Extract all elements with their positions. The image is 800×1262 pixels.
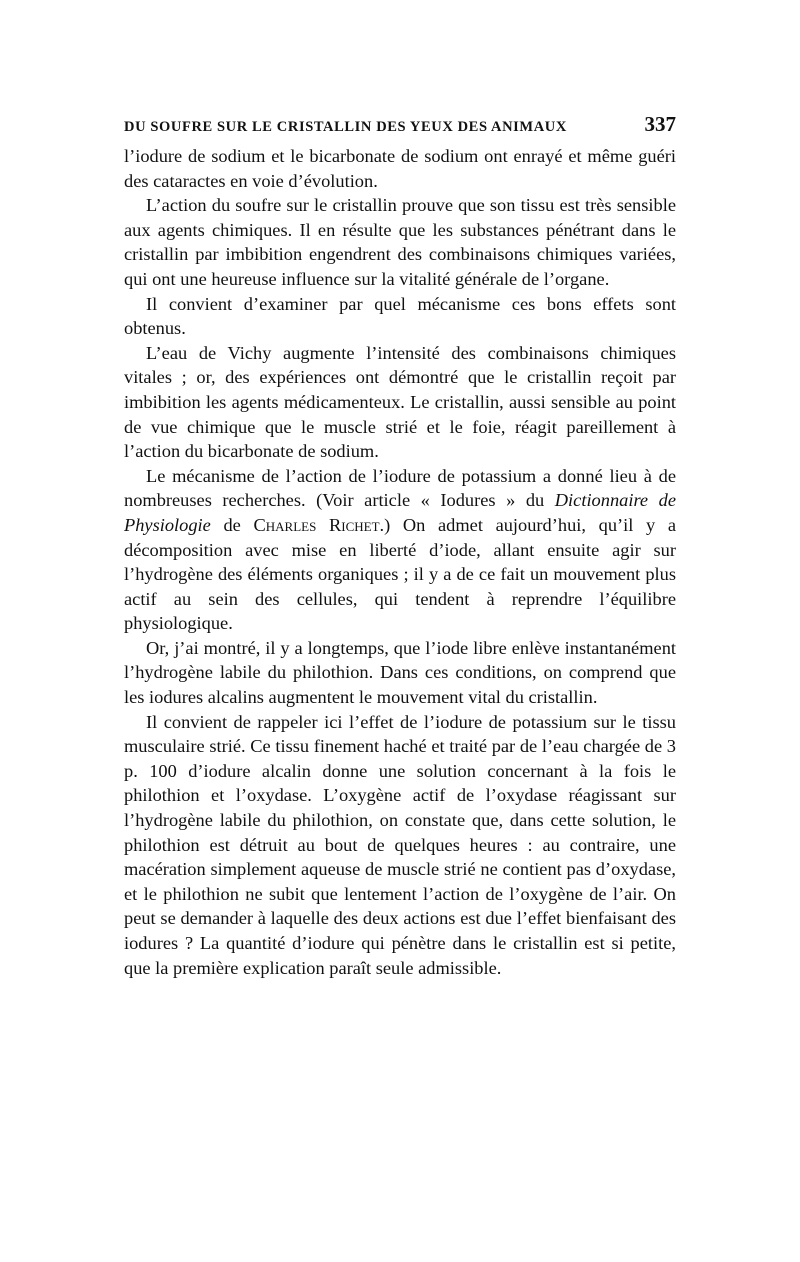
paragraph-2: L’action du soufre sur le cristallin prouve que son tissu est très sensible aux agents chimiques. Il en résulte que les substances pénétrant dans le cristallin par imbibition engendrent des combinaisons chimiques variées, qui ont une heureuse influence sur la vitalité générale de l’organe. [124, 195, 676, 289]
dictionary-title: Dictionnaire de Physiologie [124, 490, 676, 535]
paragraph-5-text-before: Le mécanisme de l’action de l’iodure de potassium a donné lieu à de nombreuses recherches. (Voir article « Iodures » du [124, 465, 676, 511]
paragraph-5 [124, 464, 676, 636]
book-page [124, 112, 676, 980]
paragraph-4: L’eau de Vichy augmente l’intensité des combinaisons chimiques vitales ; or, des expériences ont démontré que le cristallin reçoit par imbibition les agents médicamenteux. Le cristallin, aussi sensible au point de vue chimique que le muscle strié et le foie, réagit pareillement à l’action du bicarbonate de sodium. [124, 342, 676, 462]
paragraph-5-text-after: .) On admet aujourd’hui, qu’il y a décomposition avec mise en liberté d’iode, allant ensuite agir sur l’hydrogène des éléments organiques ; il y a de ce fait un mouvement plus actif au sein des cellules, qui tendent à reprendre l’équilibre physiologique. [124, 514, 676, 634]
body-text [124, 144, 676, 980]
page-number: 337 [644, 112, 676, 136]
paragraph-3: Il convient d’examiner par quel mécanisme ces bons effets sont obtenus. [124, 293, 676, 339]
running-title: DU SOUFRE SUR LE CRISTALLIN DES YEUX DES ANIMAUX [124, 119, 567, 135]
paragraph-7: Il convient de rappeler ici l’effet de l’iodure de potassium sur le tissu musculaire strié. Ce tissu finement haché et traité par de l’eau chargée de 3 p. 100 d’iodure alcalin donne une solution concernant à la fois le philothion et l’oxydase. L’oxygène actif de l’oxydase réagissant sur l’hydrogène labile du philothion, on constate que, dans cette solution, le philothion est détruit au bout de quelques heures : au contraire, une macération simplement aqueuse de muscle strié ne contient pas d’oxydase, et le philothion ne subit que lentement l’action de l’oxygène de l’air. On peut se demander à laquelle des deux actions est due l’effet bienfaisant des iodures ? La quantité d’iodure qui pénètre dans le cristallin est si petite, que la première explication paraît seule admissible. [124, 711, 676, 978]
author-first-name: Charles [253, 514, 317, 535]
paragraph-6: Or, j’ai montré, il y a longtemps, que l’iode libre enlève instantanément l’hydrogène labile du philothion. Dans ces conditions, on comprend que les iodures alcalins augmentent le mouvement vital du cristallin. [124, 637, 676, 708]
paragraph-1: l’iodure de sodium et le bicarbonate de sodium ont enrayé et même guéri des cataractes en voie d’évolution. [124, 146, 676, 191]
author-last-name: Richet [328, 514, 380, 535]
running-head [124, 112, 676, 144]
paragraph-5-text-middle: de [210, 514, 254, 535]
